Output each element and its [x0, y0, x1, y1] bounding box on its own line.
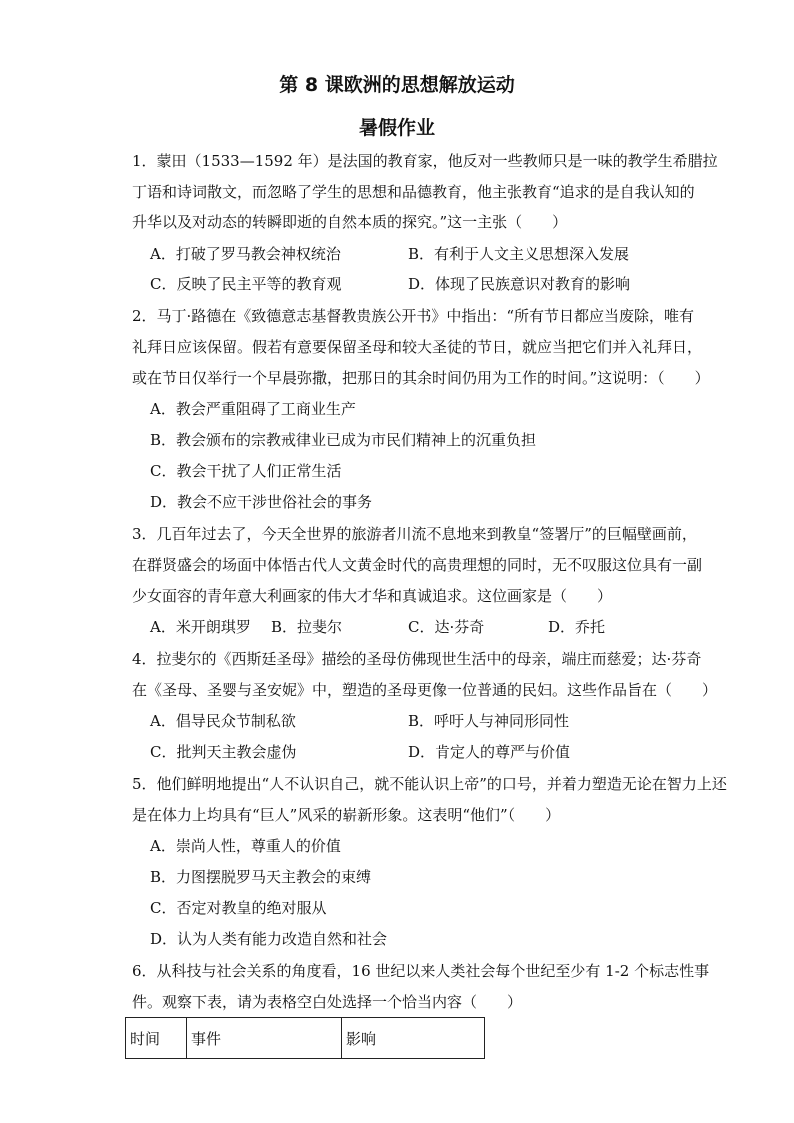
- q5-option-a[interactable]: A．崇尚人性，尊重人的价值: [150, 837, 341, 855]
- q6-line-1: 6．从科技与社会关系的角度看，16 世纪以来人类社会每个世纪至少有 1-2 个标志性事: [132, 962, 710, 980]
- page-subtitle: 暑假作业: [358, 117, 435, 139]
- q3-option-c[interactable]: C．达·芬奇: [408, 618, 485, 636]
- q3-line-3: 少女面容的青年意大利画家的伟大才华和真诚追求。这位画家是（ ）: [132, 587, 613, 605]
- q3-line-2: 在群贤盛会的场面中体悟古代人文黄金时代的高贵理想的同时，无不叹服这位具有一副: [132, 556, 703, 574]
- q2-line-1: 2．马丁·路德在《致德意志基督教贵族公开书》中指出：“所有节日都应当废除，唯有: [132, 307, 694, 325]
- q3-option-a[interactable]: A．米开朗琪罗: [150, 618, 251, 636]
- page-title: 第 8 课欧洲的思想解放运动: [279, 74, 515, 96]
- q1-option-b[interactable]: B．有利于人文主义思想深入发展: [408, 245, 630, 263]
- q6-line-2: 件。观察下表，请为表格空白处选择一个恰当内容（ ）: [132, 993, 523, 1011]
- q4-option-a[interactable]: A．倡导民众节制私欲: [150, 712, 296, 730]
- q2-option-d[interactable]: D．教会不应干涉世俗社会的事务: [150, 493, 373, 511]
- table-header-impact: 影响: [342, 1018, 485, 1059]
- q2-option-b[interactable]: B．教会颁布的宗教戒律业已成为市民们精神上的沉重负担: [150, 431, 537, 449]
- q3-option-d[interactable]: D．乔托: [548, 618, 606, 636]
- q1-option-d[interactable]: D．体现了民族意识对教育的影响: [408, 275, 631, 293]
- q4-line-2: 在《圣母、圣婴与圣安妮》中，塑造的圣母更像一位普通的民妇。这些作品旨在（ ）: [132, 681, 718, 699]
- table-header-time: 时间: [126, 1018, 187, 1059]
- q1-line-1: 1．蒙田（1533—1592 年）是法国的教育家，他反对一些教师只是一味的教学生希腊拉: [132, 152, 718, 170]
- table-row: [126, 1018, 485, 1059]
- q5-line-1: 5．他们鲜明地提出“人不认识自己，就不能认识上帝”的口号，并着力塑造无论在智力上还: [132, 775, 727, 793]
- q4-option-c[interactable]: C．批判天主教会虚伪: [150, 743, 297, 761]
- q1-line-2: 丁语和诗词散文，而忽略了学生的思想和品德教育，他主张教育“追求的是自我认知的: [132, 183, 695, 201]
- q4-option-b[interactable]: B．呼吁人与神同形同性: [408, 712, 570, 730]
- q5-line-2: 是在体力上均具有“巨人”风采的崭新形象。这表明“他们”（ ）: [132, 806, 561, 824]
- q5-option-d[interactable]: D．认为人类有能力改造自然和社会: [150, 930, 388, 948]
- q2-line-2: 礼拜日应该保留。假若有意要保留圣母和较大圣徒的节日，就应当把它们并入礼拜日，: [132, 338, 703, 356]
- q1-line-3: 升华以及对动态的转瞬即逝的自然本质的探究。”这一主张（ ）: [132, 213, 568, 231]
- q2-option-c[interactable]: C．教会干扰了人们正常生活: [150, 462, 342, 480]
- q1-option-c[interactable]: C．反映了民主平等的教育观: [150, 275, 342, 293]
- q6-table: [125, 1017, 485, 1059]
- q1-option-a[interactable]: A．打破了罗马教会神权统治: [150, 245, 341, 263]
- q3-line-1: 3．几百年过去了，今天全世界的旅游者川流不息地来到教皇“签署厅”的巨幅壁画前，: [132, 525, 697, 543]
- q2-option-a[interactable]: A．教会严重阻碍了工商业生产: [150, 400, 356, 418]
- table-header-event: 事件: [187, 1018, 342, 1059]
- q4-line-1: 4．拉斐尔的《西斯廷圣母》描绘的圣母仿佛现世生活中的母亲，端庄而慈爱；达·芬奇: [132, 650, 702, 668]
- q5-option-b[interactable]: B．力图摆脱罗马天主教会的束缚: [150, 868, 372, 886]
- q5-option-c[interactable]: C．否定对教皇的绝对服从: [150, 899, 327, 917]
- q2-line-3: 或在节日仅举行一个早晨弥撒，把那日的其余时间仍用为工作的时间。”这说明：（ ）: [132, 369, 710, 387]
- q4-option-d[interactable]: D．肯定人的尊严与价值: [408, 743, 571, 761]
- q3-option-b[interactable]: B．拉斐尔: [271, 618, 343, 636]
